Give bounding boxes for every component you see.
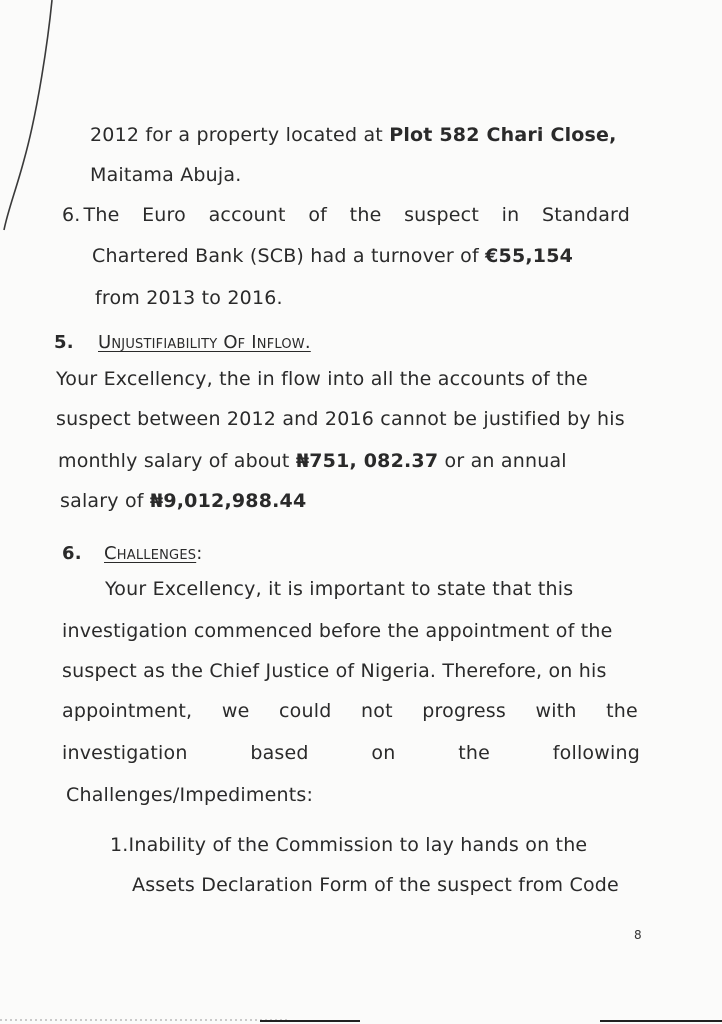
- page-number: 8: [634, 928, 642, 942]
- word: progress: [422, 700, 506, 722]
- text-segment: Maitama Abuja.: [90, 164, 242, 186]
- word: appointment,: [62, 700, 193, 722]
- item6-justified-words: [84, 204, 630, 226]
- word: The: [83, 204, 120, 226]
- word: based: [250, 742, 309, 764]
- word: in: [501, 204, 520, 226]
- section6-line-5: [62, 742, 640, 764]
- word: following: [552, 742, 640, 764]
- section-title: Unjustifiability Of Inflow.: [98, 332, 311, 353]
- section6-line-2: [62, 620, 613, 642]
- amount-bold: ₦9,012,988.44: [149, 490, 307, 512]
- item5-continuation-line-2: [90, 164, 241, 186]
- word: of: [308, 204, 328, 226]
- text-segment: Your Excellency, it is important to state that this: [105, 578, 574, 600]
- word: account: [208, 204, 286, 226]
- word: Standard: [541, 204, 630, 226]
- sub-item1-line-1: [110, 834, 587, 856]
- item6-number: 6.: [62, 204, 81, 226]
- text-segment: monthly salary of about: [58, 450, 296, 472]
- text-segment: 2012 for a property located at: [90, 124, 390, 146]
- section5-heading: [54, 332, 311, 353]
- margin-pen-line: [0, 0, 60, 240]
- section6-heading: [62, 543, 202, 564]
- item6-line-2: [92, 245, 573, 267]
- text-segment: or an annual: [438, 450, 567, 472]
- word: we: [221, 700, 250, 722]
- item6-line-1: [62, 204, 630, 226]
- word: with: [535, 700, 577, 722]
- word: the: [606, 700, 638, 722]
- word: could: [279, 700, 332, 722]
- section-number: 5.: [54, 332, 74, 353]
- amount-bold: €55,154: [485, 245, 574, 267]
- text-segment: suspect as the Chief Justice of Nigeria. Therefore, on his: [62, 660, 607, 682]
- item6-line-3: [95, 287, 283, 309]
- word: investigation: [62, 742, 188, 764]
- section6-line-1: [105, 578, 573, 600]
- text-segment: Inability of the Commission to lay hands on the: [128, 834, 588, 856]
- sub-item1-line-2: [132, 874, 619, 896]
- section5-line-1: [56, 368, 588, 390]
- text-segment: from 2013 to 2016.: [95, 287, 283, 309]
- section5-line-3: [58, 450, 567, 472]
- section5-line-2: [56, 408, 625, 430]
- word: not: [361, 700, 393, 722]
- text-segment: Challenges/Impediments:: [66, 784, 314, 806]
- section6-line-4: [62, 700, 638, 722]
- text-segment: salary of: [60, 490, 150, 512]
- section6-line-3: [62, 660, 607, 682]
- address-bold: Plot 582 Chari Close,: [389, 124, 617, 146]
- heading-colon: :: [196, 543, 203, 564]
- item5-continuation-line-1: [90, 124, 617, 146]
- section6-line-6: [66, 784, 313, 806]
- section-number: 6.: [62, 543, 82, 564]
- scan-edge-artifact: [0, 1010, 722, 1024]
- text-segment: Assets Declaration Form of the suspect from Code: [132, 874, 619, 896]
- section5-line-4: [60, 490, 306, 512]
- text-segment: suspect between 2012 and 2016 cannot be justified by his: [56, 408, 625, 430]
- amount-bold: ₦751, 082.37: [295, 450, 439, 472]
- word: the: [458, 742, 491, 764]
- word: suspect: [404, 204, 479, 226]
- text-segment: Chartered Bank (SCB) had a turnover of: [92, 245, 486, 267]
- word: the: [349, 204, 382, 226]
- text-segment: investigation commenced before the appointment of the: [62, 620, 613, 642]
- sub-item-number: 1.: [110, 834, 129, 856]
- section-title: Challenges: [104, 543, 197, 564]
- text-segment: Your Excellency, the in flow into all the accounts of the: [56, 368, 588, 390]
- word: Euro: [142, 204, 186, 226]
- word: on: [371, 742, 396, 764]
